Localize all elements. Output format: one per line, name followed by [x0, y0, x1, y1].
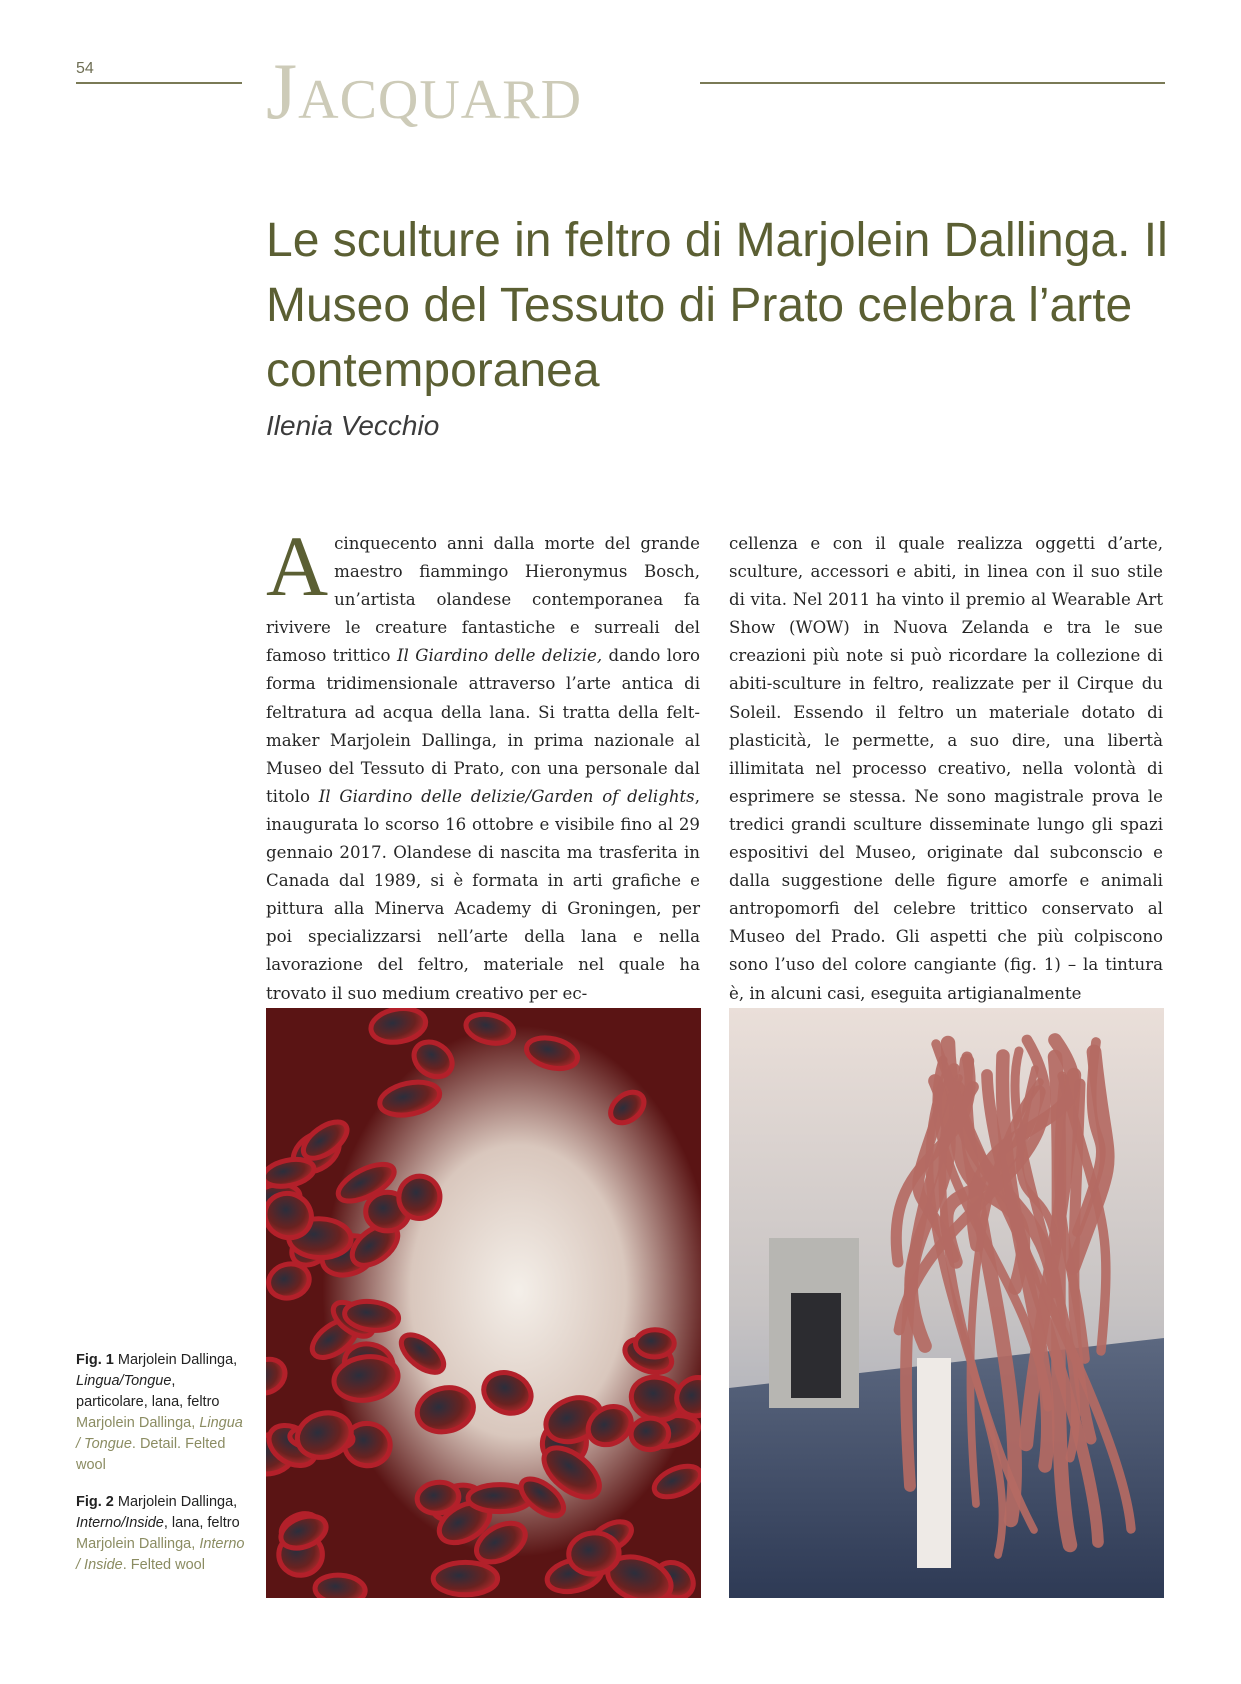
- article-author: Ilenia Vecchio: [266, 410, 440, 441]
- caption-work-title-it: Lingua/Tongue: [76, 1373, 172, 1389]
- felt-pod-shape: [567, 1531, 621, 1576]
- exhibition-title: Il Giardino delle delizie/Garden of delights: [318, 786, 695, 806]
- caption-fig-2: [76, 1492, 246, 1576]
- caption-text-it: , particolare, lana, feltro: [76, 1373, 220, 1410]
- figure-captions: [76, 1350, 246, 1592]
- caption-text-en: Marjolein Dallinga, Lingua / Tongue. Detail. Felted wool: [76, 1415, 243, 1473]
- figure-2-photo-interno: [729, 1008, 1164, 1598]
- body-column-right: [729, 530, 1163, 1008]
- caption-text-it: Marjolein Dallinga,: [113, 1352, 238, 1368]
- body-text: cinquecento anni dalla morte del grande maestro fiammingo Hieronymus Bosch, un’artista olandese contemporanea fa rivivere le creature fantastiche e surreali del famoso trittico: [266, 534, 700, 666]
- body-text: dando loro forma tridimensionale attraverso l’arte antica di feltratura ad acqua della lana. Si tratta della felt-maker Marjolein Dallinga, in prima nazionale al Museo del Tessuto di Prato, con una personale dal titolo: [266, 646, 700, 806]
- caption-fig-1: [76, 1350, 246, 1476]
- caption-text-it: Marjolein Dallinga,: [113, 1494, 238, 1510]
- article-title: Le sculture in feltro di Marjolein Dallinga. Il Museo del Tessuto di Prato celebra l’arte contemporanea: [266, 214, 1168, 397]
- body-column-left: [266, 518, 700, 1008]
- body-text: , inaugurata lo scorso 16 ottobre e visibile fino al 29 gennaio 2017. Olandese di nascita ma trasferita in Canada dal 1989, si è formata in arti grafiche e pittura alla Minerva Academy di Groningen, per poi specializzarsi nell’arte della lana e nella lavorazione del feltro, materiale nel quale ha trovato il suo medium creativo per ec-: [266, 786, 700, 1003]
- drop-cap: A: [266, 518, 329, 614]
- work-title: Il Giardino delle delizie,: [396, 646, 603, 666]
- header-rule-left: [76, 82, 242, 84]
- body-paragraph-1: [266, 518, 700, 1008]
- felt-pod-shape: [433, 1562, 497, 1594]
- figure-1-photo-lingua: [266, 1008, 701, 1598]
- header-rule-right: [700, 82, 1165, 84]
- felt-pod-shape: [635, 1329, 674, 1357]
- page-number: 54: [76, 60, 94, 77]
- caption-text-it: , lana, feltro: [163, 1515, 240, 1531]
- felt-pod-shape: [630, 1417, 669, 1450]
- section-masthead: Jacquard: [266, 48, 583, 136]
- caption-work-title-it: Interno/Inside: [76, 1515, 164, 1531]
- caption-text-en: Marjolein Dallinga, Interno / Inside. Felted wool: [76, 1536, 245, 1573]
- felt-inside-illustration: [729, 1008, 1164, 1598]
- caption-label: Fig. 2: [76, 1494, 114, 1510]
- caption-label: Fig. 1: [76, 1352, 114, 1368]
- body-paragraph-2: cellenza e con il quale realizza oggetti d’arte, sculture, accessori e abiti, in linea con il suo stile di vita. Nel 2011 ha vinto il premio al Wearable Art Show (WOW) in Nuova Zelanda e tra le sue creazioni più note si può ricordare la collezione di abiti-sculture in feltro, realizzate per il Cirque du Soleil. Essendo il feltro un materiale dotato di plasticità, le permette, a suo dire, una libertà illimitata nel processo creativo, nella volontà di esprimere se stessa. Ne sono magistrale prova le tredici grandi sculture disseminate lungo gli spazi espositivi del Museo, originate dal subconscio e dalla suggestione delle figure amorfe e animali antropomorfi del celebre trittico conservato al Museo del Prado. Gli aspetti che più colpiscono sono l’uso del colore cangiante (fig. 1) – la tintura è, in alcuni casi, eseguita artigianalmente: [729, 534, 1163, 1003]
- felt-tongue-illustration: [266, 1008, 701, 1598]
